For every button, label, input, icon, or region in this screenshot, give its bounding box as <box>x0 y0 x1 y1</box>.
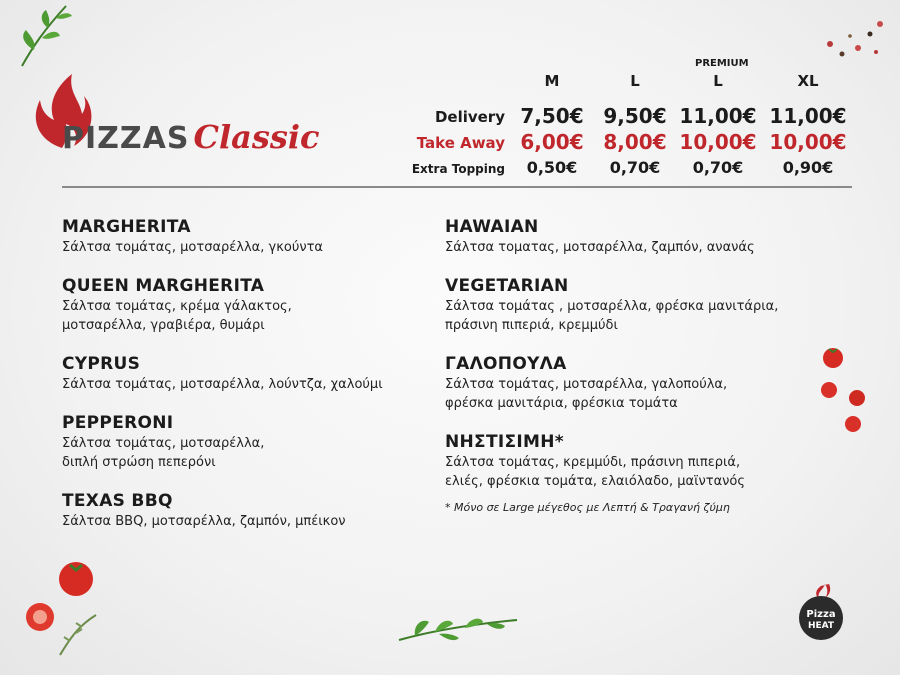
menu-column-left <box>62 216 442 549</box>
price-cell: 0,50€ <box>526 158 578 177</box>
pizza-description: φρέσκα μανιτάρια, φρέσκια τομάτα <box>445 396 678 411</box>
size-label: L <box>630 72 640 90</box>
price-cell: 9,50€ <box>603 104 667 128</box>
row-label: Delivery <box>434 108 505 126</box>
brand-line-2: HEAT <box>807 621 835 631</box>
pizza-description: διπλή στρώση πεπερόνι <box>62 455 216 470</box>
premium-tag: PREMIUM <box>695 58 749 69</box>
price-cell: 8,00€ <box>603 130 667 154</box>
size-header-row <box>400 58 860 90</box>
price-cell: 6,00€ <box>520 130 584 154</box>
pizza-name: HAWAIAN <box>445 217 539 237</box>
pizza-description: Σάλτσα τομάτας, μοτσαρέλλα, γαλοπούλα, <box>445 377 728 392</box>
logo-word-classic: Classic <box>193 118 320 156</box>
pizza-description: ελιές, φρέσκια τομάτα, ελαιόλαδο, μαϊντανός <box>445 474 745 489</box>
price-cell: 7,50€ <box>520 104 584 128</box>
footnote: * Μόνο σε Large μέγεθος με Λεπτή & Τραγανή ζύμη <box>445 501 730 514</box>
tomatoes-icon <box>20 555 130 665</box>
row-label: Extra Topping <box>411 162 505 176</box>
menu-column-right <box>445 216 825 514</box>
pizza-name: CYPRUS <box>62 354 141 374</box>
pizza-name: PEPPERONI <box>62 413 174 433</box>
extra-topping-price-row <box>400 156 860 180</box>
menu-item <box>445 353 825 413</box>
price-table <box>400 58 860 180</box>
size-label: M <box>544 72 560 90</box>
pizza-description: Σάλτσα τομάτας, κρεμμύδι, πράσινη πιπεριά, <box>445 455 741 470</box>
size-label: XL <box>797 72 819 90</box>
delivery-price-row <box>400 104 860 128</box>
pizza-name: ΝΗΣΤΙΣΙΜΗ* <box>445 432 564 452</box>
pizza-description: μοτσαρέλλα, γραβιέρα, θυμάρι <box>62 318 265 333</box>
price-cell: 0,70€ <box>609 158 661 177</box>
arugula-leaf-icon <box>14 0 76 70</box>
pizza-description: Σάλτσα τομάτας, μοτσαρέλλα, γκούντα <box>62 240 324 255</box>
price-cell: 10,00€ <box>679 130 757 154</box>
header-divider <box>62 186 852 188</box>
price-cell: 11,00€ <box>679 104 757 128</box>
pizza-name: ΓΑΛΟΠΟΥΛΑ <box>445 354 567 374</box>
peppercorns-icon <box>820 14 890 64</box>
price-cell: 0,70€ <box>692 158 744 177</box>
menu-item <box>62 353 442 394</box>
takeaway-price-row <box>400 130 860 154</box>
pizza-name: QUEEN MARGHERITA <box>62 276 265 296</box>
pizza-description: Σάλτσα τομάτας , μοτσαρέλλα, φρέσκα μανιτάρια, <box>445 299 779 314</box>
pizza-description: Σάλτσα τομάτας, κρέμα γάλακτος, <box>62 299 292 314</box>
pizza-name: MARGHERITA <box>62 217 191 237</box>
pizza-name: TEXAS BBQ <box>62 491 173 511</box>
pizza-description: Σάλτσα τομάτας, μοτσαρέλλα, <box>62 436 265 451</box>
price-cell: 0,90€ <box>782 158 834 177</box>
menu-item <box>62 412 442 472</box>
size-label: L <box>713 72 723 90</box>
pizza-description: Σάλτσα BBQ, μοτσαρέλλα, ζαμπόν, μπέικον <box>62 514 346 529</box>
pizza-description: Σάλτσα τομάτας, μοτσαρέλλα, λούντζα, χαλούμι <box>62 377 383 392</box>
price-cell: 11,00€ <box>769 104 847 128</box>
cherry-tomatoes-icon <box>815 340 875 440</box>
menu-item <box>445 216 825 257</box>
arugula-leaf-icon <box>395 600 520 648</box>
logo-word-pizzas: PIZZAS <box>62 121 190 156</box>
menu-item <box>445 431 825 491</box>
pizzas-classic-logo <box>28 70 358 170</box>
row-label: Take Away <box>416 134 505 152</box>
menu-item <box>62 216 442 257</box>
pizza-heat-logo <box>795 580 847 642</box>
brand-line-1: Pizza <box>806 609 836 620</box>
price-cell: 10,00€ <box>769 130 847 154</box>
pizza-description: πράσινη πιπεριά, κρεμμύδι <box>445 318 618 333</box>
menu-item <box>62 275 442 335</box>
pizza-description: Σάλτσα τοματας, μοτσαρέλλα, ζαμπόν, ανανάς <box>445 240 755 255</box>
menu-item <box>445 275 825 335</box>
menu-item <box>62 490 442 531</box>
pizza-name: VEGETARIAN <box>445 276 569 296</box>
